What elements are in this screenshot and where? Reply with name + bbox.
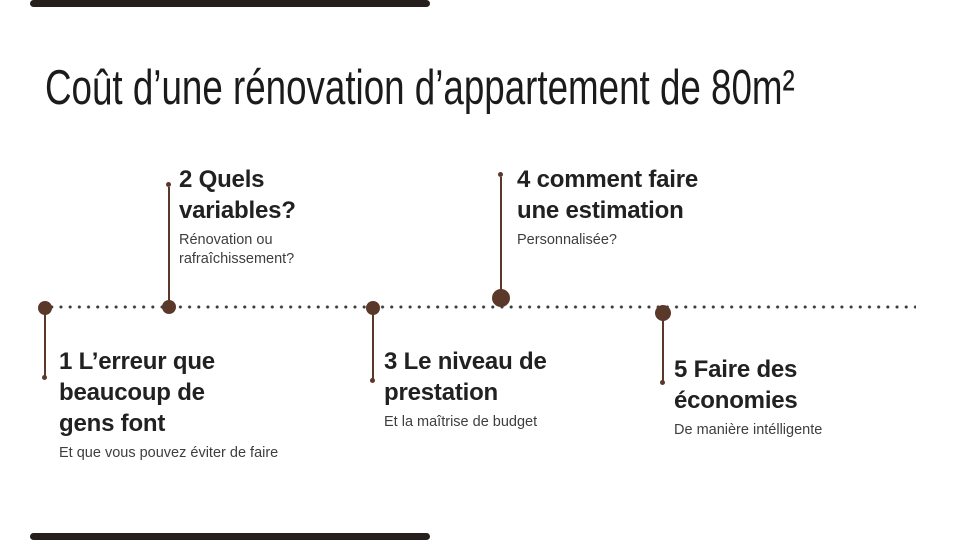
timeline-item: [59, 346, 279, 463]
milestone-dot: [38, 301, 52, 315]
connector-end-dot: [370, 378, 375, 383]
timeline-item: [517, 164, 732, 250]
milestone-subtext: Et que vous pouvez éviter de faire: [59, 445, 279, 461]
connector-end-dot: [660, 380, 665, 385]
timeline-item: [179, 164, 354, 269]
milestone-dot: [655, 305, 671, 321]
milestone-heading: 4 comment faire une estimation: [517, 166, 699, 224]
bottom-accent-bar: [30, 533, 430, 540]
connector-end-dot: [42, 375, 47, 380]
milestone-subtext: Rénovation ou rafraîchissement?: [179, 232, 295, 267]
milestone-dot: [162, 300, 176, 314]
connector-end-dot: [498, 172, 503, 177]
connector-line: [44, 314, 46, 376]
milestone-heading: 2 Quels variables?: [179, 166, 296, 224]
connector-line: [372, 314, 374, 379]
milestone-subtext: De manière intélligente: [674, 422, 823, 438]
milestone-heading: 5 Faire des économies: [674, 356, 798, 414]
top-accent-bar: [30, 0, 430, 7]
connector-line: [500, 177, 502, 290]
connector-line: [662, 320, 664, 381]
slide-title: Coût d’une rénovation d’appartement de 80m²: [45, 61, 795, 115]
milestone-dot: [492, 289, 510, 307]
milestone-heading: 3 Le niveau de prestation: [384, 348, 547, 406]
milestone-subtext: Personnalisée?: [517, 232, 617, 248]
milestone-subtext: Et la maîtrise de budget: [384, 414, 538, 430]
connector-line: [168, 187, 170, 301]
milestone-dot: [366, 301, 380, 315]
milestone-heading: 1 L’erreur que beaucoup de gens font: [59, 348, 215, 437]
timeline-item: [674, 354, 874, 440]
timeline-item: [384, 346, 589, 432]
connector-end-dot: [166, 182, 171, 187]
